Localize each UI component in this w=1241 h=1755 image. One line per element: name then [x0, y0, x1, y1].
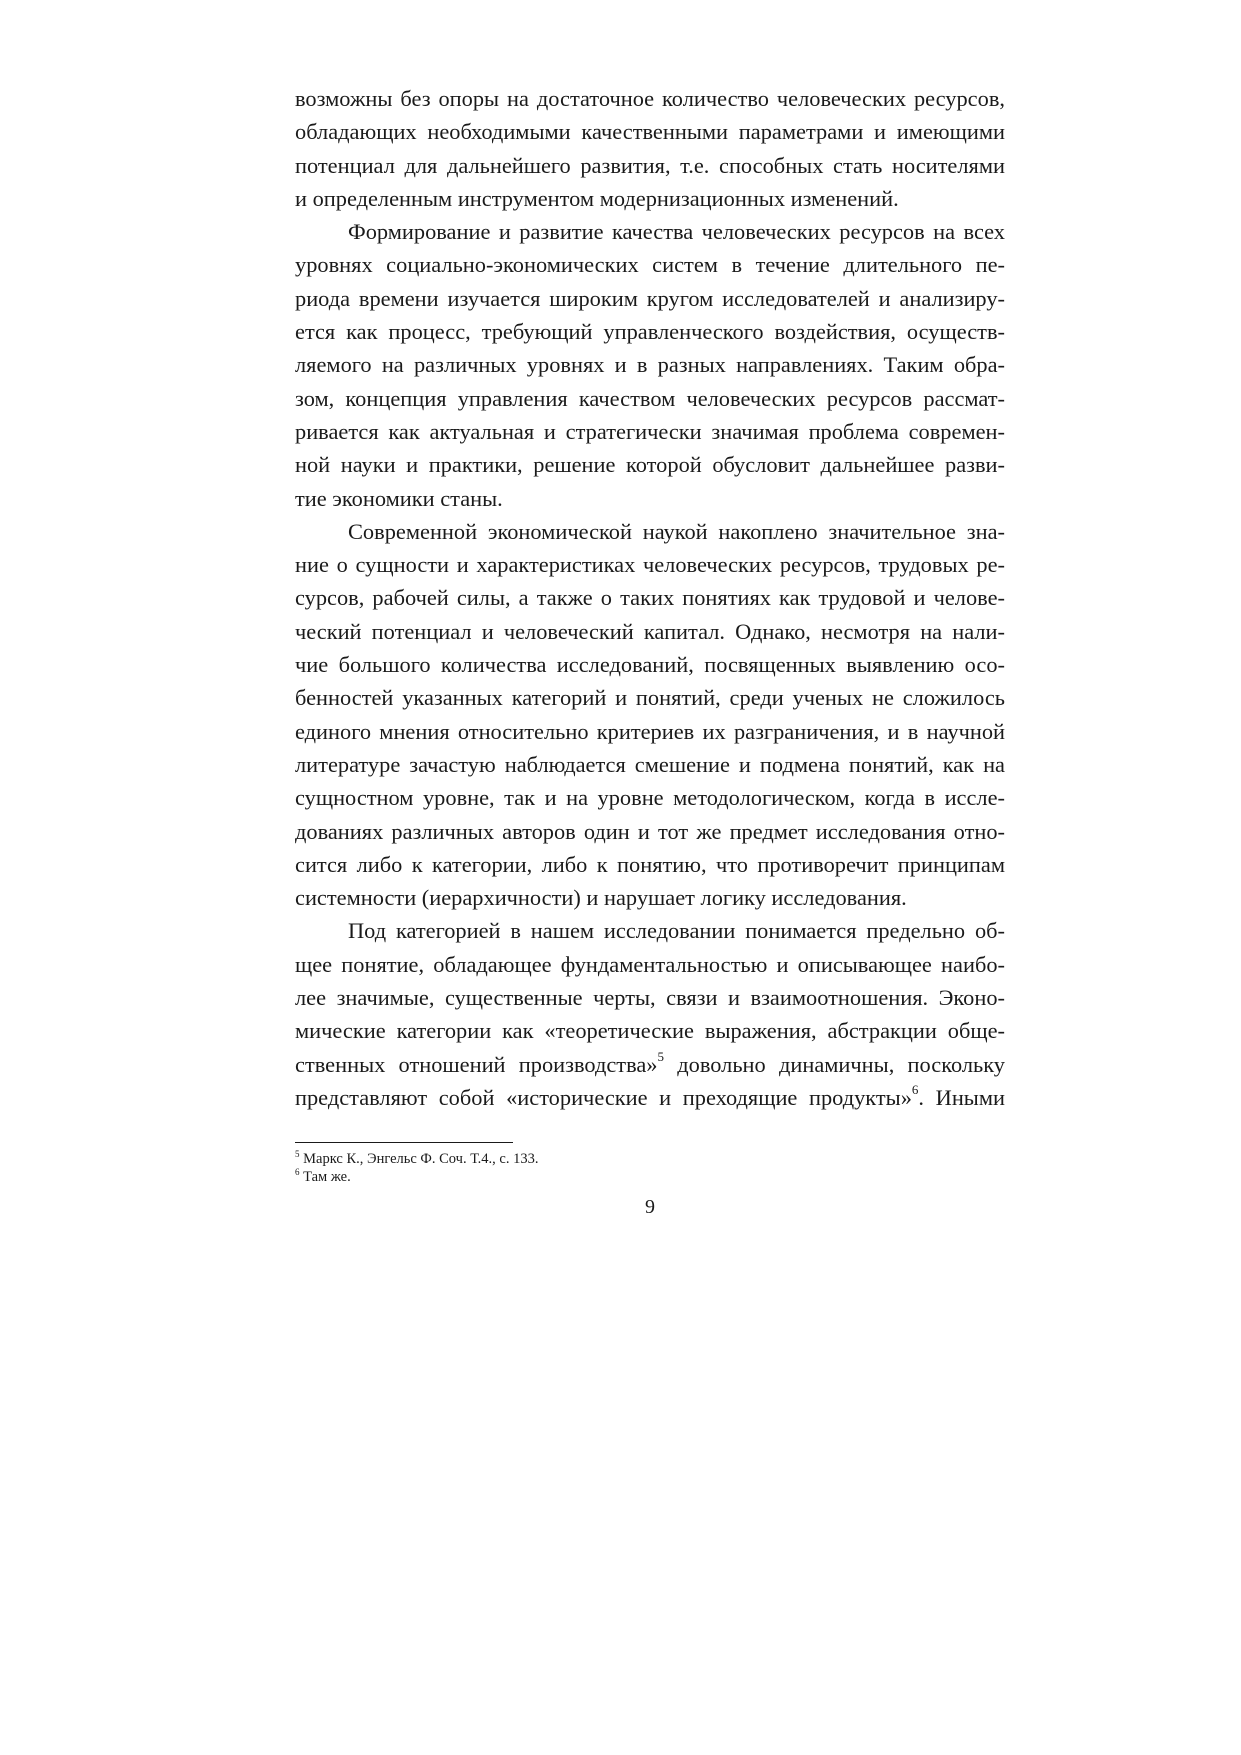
footnote-text: Маркс К., Энгельс Ф. Соч. Т.4., с. 133.	[299, 1151, 539, 1167]
footnote-separator	[295, 1142, 513, 1143]
text-line: риода времени изучается широким кругом исследователей и анализиру-	[295, 285, 1005, 311]
text-line: системности (иерархичности) и нарушает логику исследования.	[295, 885, 907, 911]
text-segment: довольно динамичны, поскольку	[664, 1051, 1005, 1077]
body-text	[295, 82, 1005, 1114]
paragraph-4	[295, 914, 1005, 1114]
text-line: ривается как актуальная и стратегически значимая проблема современ-	[295, 418, 1005, 444]
text-line: мические категории как «теоретические выражения, абстракции обще-	[295, 1018, 1005, 1044]
footnote-reference-6: 6	[911, 1082, 919, 1098]
text-segment: . Иными	[918, 1084, 1005, 1110]
text-line: Современной экономической наукой накоплено значительное зна-	[348, 518, 1005, 544]
paragraph-1	[295, 82, 1005, 215]
footnote-text: Там же.	[299, 1169, 351, 1185]
text-segment: представляют собой «исторические и преходящие продукты»	[295, 1084, 912, 1110]
text-line: сурсов, рабочей силы, а также о таких понятиях как трудовой и челове-	[295, 585, 1005, 611]
text-segment: ственных отношений производства»	[295, 1051, 658, 1077]
text-line: и определенным инструментом модернизационных изменений.	[295, 185, 899, 211]
text-line: бенностей указанных категорий и понятий, среди ученых не сложилось	[295, 685, 1005, 711]
footnote-5	[295, 1150, 538, 1168]
paragraph-2	[295, 215, 1005, 515]
text-line: ется как процесс, требующий управленческого воздействия, осуществ-	[295, 319, 1005, 345]
text-line: чие большого количества исследований, посвященных выявлению осо-	[295, 652, 1005, 678]
text-line: Под категорией в нашем исследовании понимается предельно об-	[348, 918, 1005, 944]
text-line: уровнях социально-экономических систем в течение длительного пе-	[295, 252, 1005, 278]
text-line: зом, концепция управления качеством человеческих ресурсов рассмат-	[295, 385, 1005, 411]
footnote-number: 6	[295, 1167, 300, 1178]
text-line: ляемого на различных уровнях и в разных направлениях. Таким обра-	[295, 352, 1005, 378]
text-line: единого мнения относительно критериев их разграничения, и в научной	[295, 718, 1005, 744]
text-line-with-footnote-5	[295, 1048, 1005, 1081]
text-line: обладающих необходимыми качественными параметрами и имеющими	[295, 119, 1005, 145]
footnotes	[295, 1150, 538, 1186]
page-number: 9	[645, 1196, 655, 1218]
text-line: тие экономики станы.	[295, 485, 503, 511]
text-line: ческий потенциал и человеческий капитал. Однако, несмотря на нали-	[295, 618, 1005, 644]
text-line-with-footnote-6	[295, 1081, 1005, 1114]
footnote-reference-5: 5	[657, 1049, 664, 1065]
text-line: Формирование и развитие качества человеческих ресурсов на всех	[348, 219, 1005, 245]
footnote-number: 5	[295, 1149, 300, 1160]
footnote-6	[295, 1168, 538, 1186]
text-line: ние о сущности и характеристиках человеческих ресурсов, трудовых ре-	[295, 552, 1005, 578]
text-line: потенциал для дальнейшего развития, т.е. способных стать носителями	[295, 152, 1005, 178]
text-line: сится либо к категории, либо к понятию, что противоречит принципам	[295, 851, 1005, 877]
text-line: литературе зачастую наблюдается смешение и подмена понятий, как на	[295, 751, 1005, 777]
text-line: ной науки и практики, решение которой обусловит дальнейшее разви-	[295, 452, 1005, 478]
text-line: сущностном уровне, так и на уровне методологическом, когда в иссле-	[295, 785, 1005, 811]
text-line: лее значимые, существенные черты, связи и взаимоотношения. Эконо-	[295, 985, 1005, 1011]
text-line: возможны без опоры на достаточное количество человеческих ресурсов,	[295, 86, 1005, 111]
text-line: щее понятие, обладающее фундаментальностью и описывающее наибо-	[295, 951, 1005, 977]
text-line: дованиях различных авторов один и тот же предмет исследования отно-	[295, 818, 1005, 844]
paragraph-3	[295, 515, 1005, 915]
